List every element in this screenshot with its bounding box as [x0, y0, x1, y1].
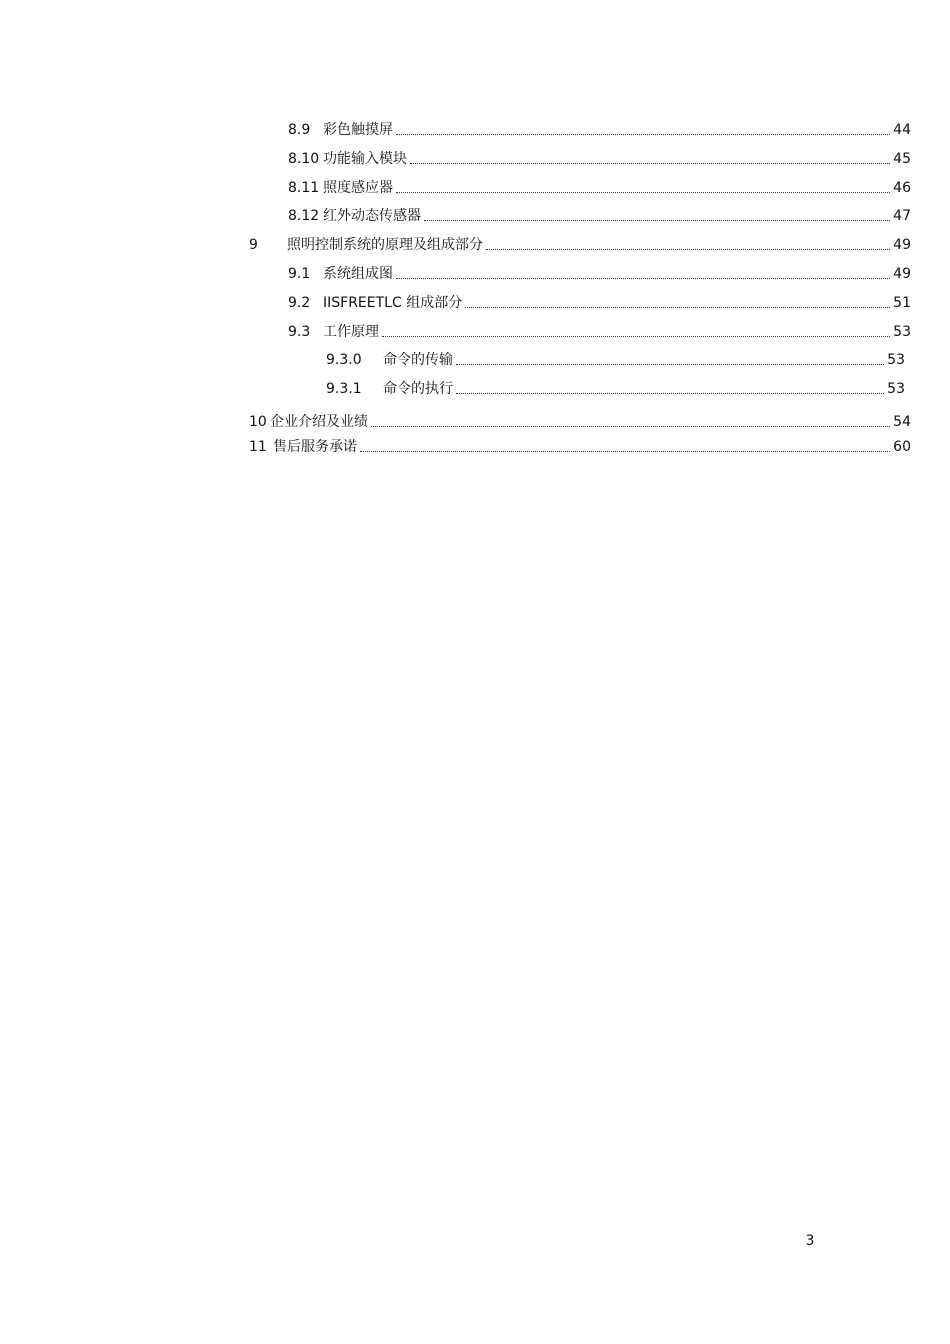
- toc-entry-title: 系统组成图: [323, 266, 393, 282]
- toc-entry[interactable]: [249, 437, 911, 457]
- toc-entry-page: 49: [893, 266, 911, 282]
- toc-entry-number: 8.9: [288, 122, 311, 138]
- toc-dot-leader: [371, 425, 890, 427]
- toc-entry[interactable]: [288, 322, 911, 342]
- toc-entry[interactable]: [288, 206, 911, 226]
- toc-entry-number: 9.2: [288, 295, 311, 311]
- toc-entry[interactable]: [288, 293, 911, 313]
- toc-entry-number: 9.3: [288, 324, 311, 340]
- toc-dot-leader: [410, 162, 890, 164]
- toc-entry-page: 53: [893, 324, 911, 340]
- toc-entry-page: 44: [893, 122, 911, 138]
- toc-entry-title: 照度感应器: [323, 180, 393, 196]
- page-number: 3: [805, 1233, 815, 1249]
- toc-entry-page: 46: [893, 180, 911, 196]
- toc-dot-leader: [486, 248, 890, 250]
- toc-dot-leader: [396, 133, 890, 135]
- toc-entry[interactable]: [326, 379, 905, 399]
- toc-dot-leader: [456, 392, 884, 394]
- toc-dot-leader: [456, 363, 884, 365]
- toc-entry-page: 60: [893, 439, 911, 455]
- toc-dot-leader: [396, 191, 890, 193]
- toc-entry-page: 54: [893, 414, 911, 430]
- toc-entry-title: 命令的传输: [383, 352, 453, 368]
- toc-entry-number: 10: [249, 414, 267, 430]
- toc-entry[interactable]: [288, 120, 911, 140]
- toc-entry[interactable]: [326, 350, 905, 370]
- toc-entry-page: 53: [887, 352, 905, 368]
- toc-entry-page: 51: [893, 295, 911, 311]
- toc-entry-number: 11: [249, 439, 267, 455]
- toc-entry-number: 8.11: [288, 180, 320, 196]
- toc-entry-number: 9.3.1: [326, 381, 362, 397]
- toc-entry-number: 8.12: [288, 208, 320, 224]
- toc-entry-page: 45: [893, 151, 911, 167]
- toc-entry[interactable]: [288, 264, 911, 284]
- toc-dot-leader: [396, 277, 890, 279]
- toc-entry-title: IISFREETLC 组成部分: [323, 295, 463, 311]
- toc-entry-title: 工作原理: [323, 324, 379, 340]
- toc-entry-number: 9: [249, 237, 258, 253]
- toc-entry-title: 功能输入模块: [323, 151, 407, 167]
- toc-entry-title: 红外动态传感器: [323, 208, 421, 224]
- toc-entry-number: 9.1: [288, 266, 311, 282]
- toc-entry-page: 53: [887, 381, 905, 397]
- toc-entry-page: 49: [893, 237, 911, 253]
- toc-entry-title: 彩色触摸屏: [323, 122, 393, 138]
- toc-entry-number: 8.10: [288, 151, 320, 167]
- toc-entry[interactable]: [249, 235, 911, 255]
- toc-dot-leader: [465, 306, 890, 308]
- toc-entry-title: 企业介绍及业绩: [270, 414, 368, 430]
- toc-entry-title: 照明控制系统的原理及组成部分: [287, 237, 483, 253]
- toc-entry[interactable]: [288, 178, 911, 198]
- toc-dot-leader: [382, 335, 890, 337]
- toc-entry[interactable]: [288, 149, 911, 169]
- toc-entry-title: 命令的执行: [383, 381, 453, 397]
- toc-dot-leader: [360, 450, 890, 452]
- toc-dot-leader: [424, 219, 890, 221]
- toc-entry-page: 47: [893, 208, 911, 224]
- toc-entry[interactable]: [249, 412, 911, 432]
- toc-entry-number: 9.3.0: [326, 352, 362, 368]
- toc-entry-title: 售后服务承诺: [273, 439, 357, 455]
